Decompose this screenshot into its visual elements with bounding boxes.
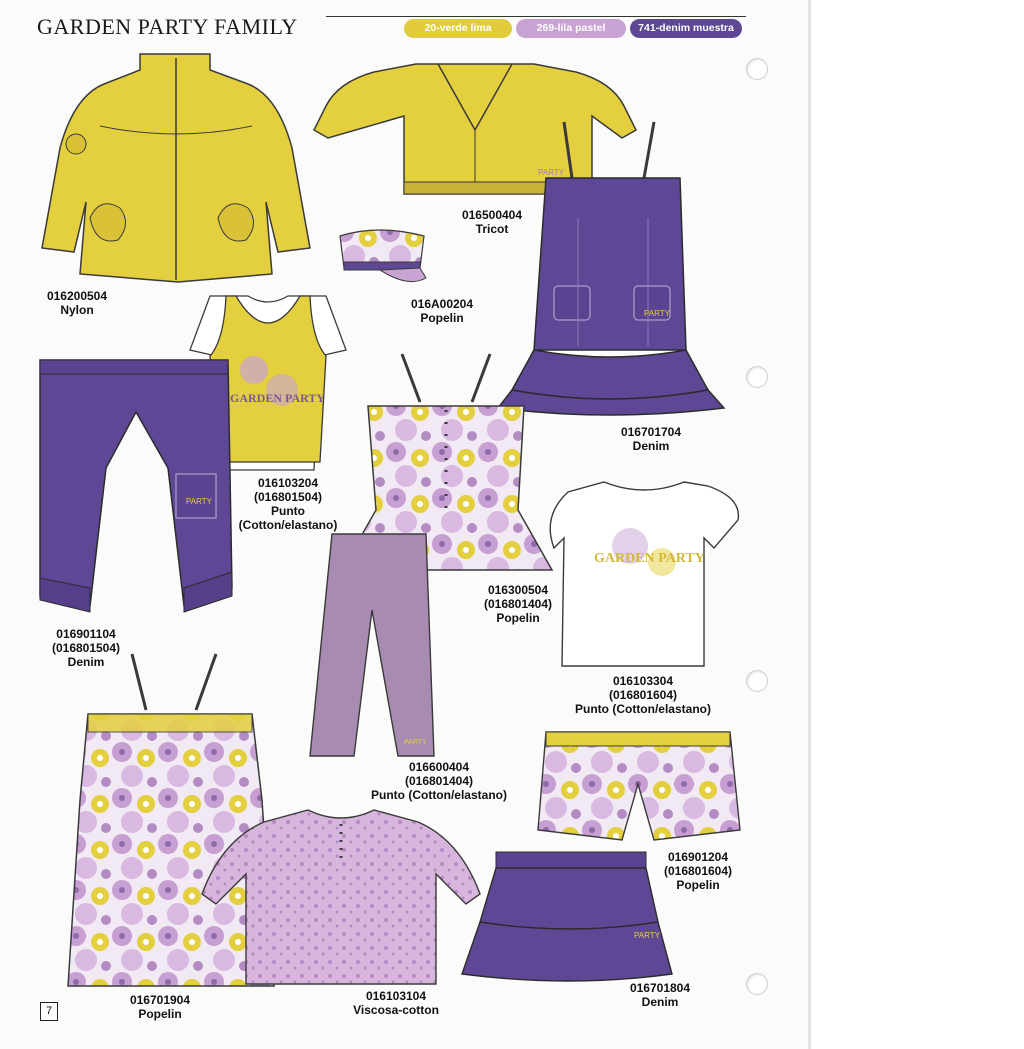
product-fabric: Denim [67, 655, 105, 669]
binder-hole-bottom [746, 973, 768, 995]
swatch-denim-muestra: 741-denim muestra [630, 19, 742, 38]
product-fabric: Popelin [420, 311, 464, 325]
caption-leggings [358, 760, 520, 802]
zip-jacket-icon [40, 52, 312, 288]
product-fabric: Punto (Cotton/elastano) [371, 788, 507, 802]
binder-hole-middle-lower [746, 670, 768, 692]
caption-tank-top [228, 476, 348, 532]
binder-hole-middle-upper [746, 366, 768, 388]
trousers-icon [36, 356, 232, 616]
swatch-lila-pastel: 269-lila pastel [516, 19, 626, 38]
catalog-title: GARDEN PARTY FAMILY [37, 14, 298, 39]
product-code: 016701904 [129, 993, 191, 1007]
tank-print-lettering: GARDEN PARTY [230, 391, 326, 405]
product-fabric: Denim [641, 995, 679, 1009]
product-fabric: Tricot [475, 222, 509, 236]
product-fabric: Popelin [676, 878, 720, 892]
product-code: 016A00204 [410, 297, 474, 311]
caption-jacket [22, 289, 132, 317]
product-alt-code: (016801604) [663, 864, 733, 878]
product-fabric: Denim [632, 439, 670, 453]
product-code: 016103304 [612, 674, 674, 688]
product-fabric: Punto [271, 504, 305, 518]
product-code: 016103104 [365, 989, 427, 1003]
cardigan-badge: PARTY [538, 168, 564, 177]
product-fabric: Punto (Cotton/elastano) [575, 702, 711, 716]
page-edge [808, 0, 811, 1049]
caption-pinafore [604, 425, 698, 453]
product-code: 016500404 [461, 208, 523, 222]
caption-tshirt [562, 674, 724, 716]
product-alt-code: (016801604) [608, 688, 678, 702]
product-fabric: Viscosa-cotton [353, 1003, 439, 1017]
skirt-badge: PARTY [634, 931, 660, 940]
product-alt-code: (016801504) [253, 490, 323, 504]
skirt-icon [458, 848, 672, 984]
product-alt-code: (016801504) [51, 641, 121, 655]
product-fabric: Popelin [496, 611, 540, 625]
swatch-verde-lima: 20-verde lima [404, 19, 512, 38]
shorts-icon [536, 728, 740, 844]
t-shirt-icon [546, 476, 742, 670]
product-code: 016901104 [56, 627, 116, 641]
product-code: 016701704 [620, 425, 682, 439]
product-fabric: Popelin [138, 1007, 182, 1021]
leggings-icon [306, 530, 436, 760]
pinafore-badge: PARTY [644, 309, 670, 318]
trousers-badge: PARTY [186, 497, 212, 506]
blouse-icon [200, 804, 482, 988]
cap-icon [334, 222, 428, 292]
caption-dress [112, 993, 208, 1021]
product-code: 016200504 [46, 289, 108, 303]
product-code: 016103204 [257, 476, 319, 490]
caption-cap [394, 297, 490, 325]
product-fabric: Nylon [60, 303, 94, 317]
product-code: 016701804 [629, 981, 691, 995]
product-alt-code: (016801404) [483, 597, 553, 611]
binder-hole-top [746, 58, 768, 80]
title-rule [326, 16, 746, 17]
product-code: 016600404 [408, 760, 470, 774]
caption-skirt [616, 981, 704, 1009]
tshirt-print-lettering: GARDEN PARTY [594, 551, 705, 566]
product-code: 016300504 [487, 583, 549, 597]
caption-blouse [336, 989, 456, 1017]
product-composition: (Cotton/elastano) [238, 518, 338, 532]
leggings-badge: PARTY [404, 739, 427, 746]
page-number: 7 [40, 1002, 58, 1021]
product-code: 016901204 [667, 850, 729, 864]
product-alt-code: (016801404) [404, 774, 474, 788]
